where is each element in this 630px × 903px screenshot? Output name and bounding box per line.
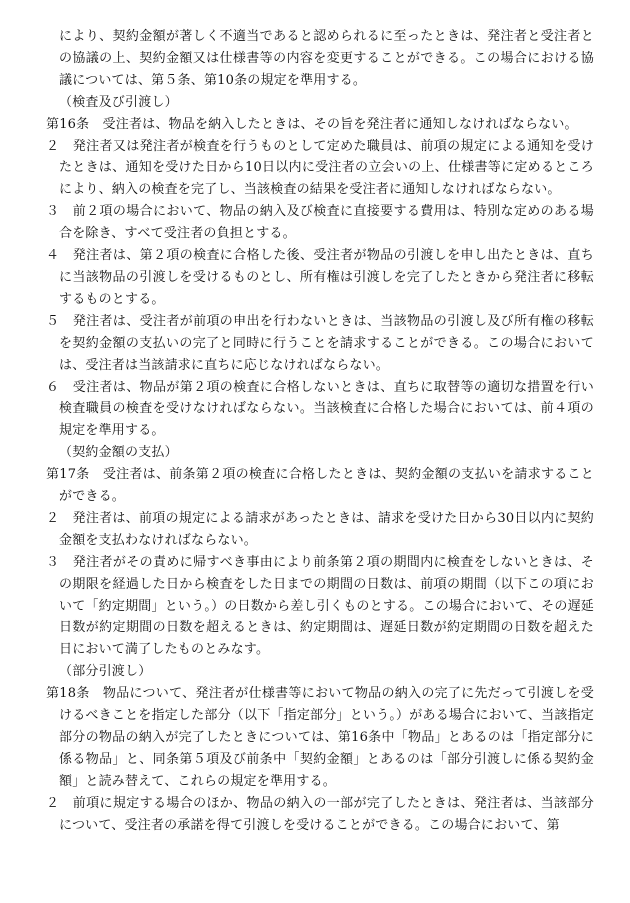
article-16-item-5 [46, 311, 594, 377]
article-text: 受注者は、物品を納入したときは、その旨を発注者に通知しなければならない。 [89, 116, 578, 132]
item-number: ２ [46, 138, 60, 154]
article-16-item-4 [46, 245, 594, 311]
item-text: 発注者は、受注者が前項の申出を行わないときは、当該物品の引渡し及び所有権の移転を契約金額の支払いの完了と同時に行うことを請求することができる。この場合においては、受注者は当該請求に直ちに応じなければならない。 [59, 313, 594, 373]
document-page [46, 26, 594, 837]
item-text: 受注者は、物品が第２項の検査に合格しないときは、直ちに取替等の適切な措置を行い検査職員の検査を受けなければならない。当該検査に合格した場合においては、前４項の規定を準用する。 [59, 379, 594, 439]
section-heading-payment [46, 442, 594, 464]
item-text: 発注者がその責めに帰すべき事由により前条第２項の期間内に検査をしないときは、その期限を経過した日から検査をした日までの期間の日数は、前項の期間（以下この項において「約定期間」という。）の日数から差し引くものとする。この場合において、その遅延日数が約定期間の日数を超えるときは、約定期間は、遅延日数が約定期間の日数を超えた日において満了したものとみなす。 [59, 554, 595, 658]
item-text: 前項に規定する場合のほか、物品の納入の一部が完了したときは、発注者は、当該部分について、受注者の承諾を得て引渡しを受けることができる。この場合において、第 [59, 795, 594, 833]
item-number: ５ [46, 313, 60, 329]
section-heading-partial-delivery [46, 661, 594, 683]
article-17-item-2 [46, 508, 594, 552]
item-number: ４ [46, 248, 60, 264]
article-text: 物品について、発注者が仕様書等において物品の納入の完了に先だって引渡しを受けるべきことを指定した部分（以下「指定部分」という。）がある場合において、当該指定部分の物品の納入が完了したときについては、第16条中「物品」とあるのは「指定部分に係る物品」と、同条第５項及び前条中「契約金額」とあるのは「部分引渡しに係る契約金額」と読み替えて、これらの規定を準用する。 [59, 686, 594, 789]
item-text: 発注者又は発注者が検査を行うものとして定めた職員は、前項の規定による通知を受けたときは、通知を受けた日から10日以内に受注者の立会いの上、仕様書等に定めるところにより、納入の検査を完了し、当該検査の結果を受注者に通知しなければならない。 [59, 138, 594, 198]
article-17-item-3 [46, 552, 594, 662]
article-18-item-2 [46, 793, 594, 837]
heading-text: （契約金額の支払） [59, 445, 178, 461]
article-number: 第16条 [46, 116, 90, 132]
item-text: 発注者は、第２項の検査に合格した後、受注者が物品の引渡しを申し出たときは、直ちに当該物品の引渡しを受けるものとし、所有権は引渡しを完了したときから発注者に移転するものとする。 [59, 248, 594, 307]
paragraph-text: により、契約金額が著しく不適当であると認められるに至ったときは、発注者と受注者との協議の上、契約金額又は仕様書等の内容を変更することができる。この場合における協議については、第５条、第10条の規定を準用する。 [59, 29, 594, 88]
heading-text: （部分引渡し） [59, 664, 152, 680]
article-16-item-2 [46, 136, 594, 202]
paragraph-continuation [46, 26, 594, 92]
article-16 [46, 114, 594, 136]
item-number: ３ [46, 204, 60, 220]
item-text: 発注者は、前項の規定による請求があったときは、請求を受けた日から30日以内に契約金額を支払わなければならない。 [59, 510, 594, 548]
item-number: ２ [46, 510, 60, 526]
article-17 [46, 464, 594, 508]
article-number: 第17条 [46, 467, 90, 483]
heading-text: （検査及び引渡し） [59, 94, 178, 110]
section-heading-inspection [46, 92, 594, 114]
article-16-item-6 [46, 377, 594, 443]
article-16-item-3 [46, 201, 594, 245]
item-number: ６ [46, 379, 60, 395]
article-18 [46, 683, 594, 793]
article-number: 第18条 [46, 686, 90, 702]
item-text: 前２項の場合において、物品の納入及び検査に直接要する費用は、特別な定めのある場合を除き、すべて受注者の負担とする。 [59, 204, 595, 242]
article-text: 受注者は、前条第２項の検査に合格したときは、契約金額の支払いを請求することができる。 [59, 467, 594, 505]
item-number: ２ [46, 795, 60, 811]
item-number: ３ [46, 554, 60, 570]
